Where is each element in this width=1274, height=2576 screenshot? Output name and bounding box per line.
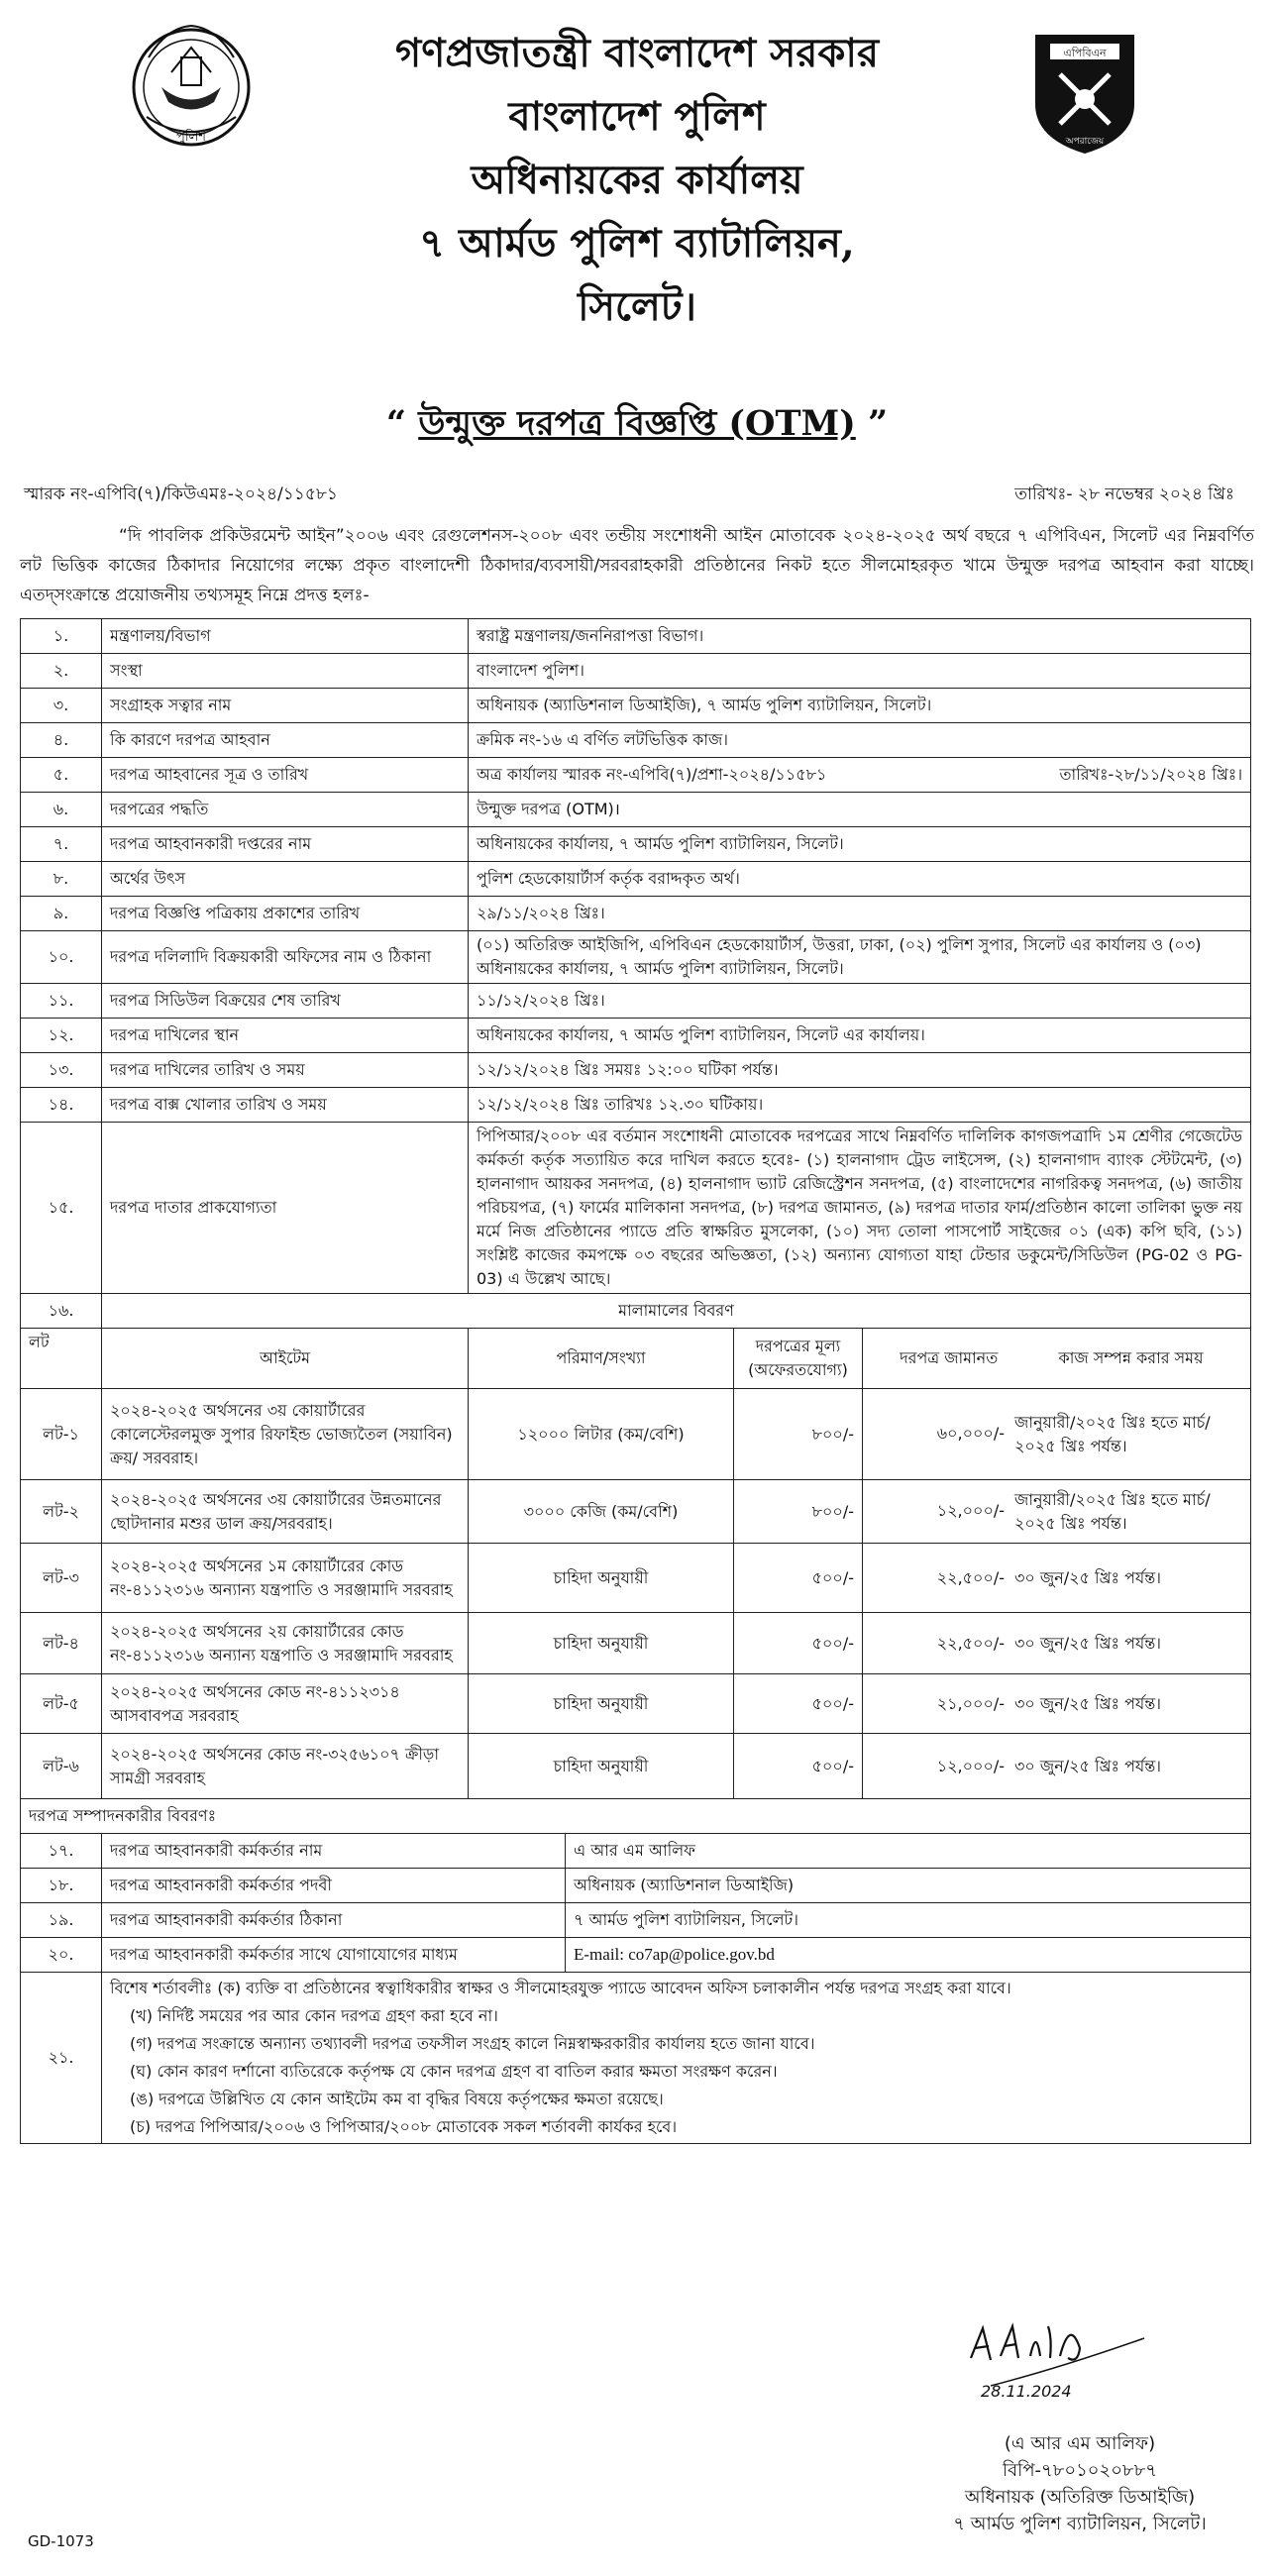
row-number: ২. [21,654,102,689]
goods-section-row [21,1294,1251,1329]
row-number: ২১. [21,1973,102,2144]
info-row [21,1019,1251,1053]
signature-date: 28.11.2024 [981,2382,1072,2401]
row-label: সংগ্রাহক সত্বার নাম [102,689,469,723]
goods-section-label: মালামালের বিবরণ [102,1294,1251,1329]
row-number: ৭. [21,827,102,862]
row-number: ৮. [21,862,102,897]
row-number: ১৬. [21,1294,102,1329]
row-label: দরপত্র আহবানকারী কর্মকর্তার নাম [102,1834,566,1869]
row-number: ২০. [21,1938,102,1973]
officer-row [21,1834,1251,1869]
lot-security-time [863,1544,1251,1613]
lot-item: ২০২৪-২০২৫ অর্থসনের কোড নং-৪১১২৩১৪ আসবাবপত্র সরবরাহ [102,1674,469,1734]
row-value: ১২/১২/২০২৪ খ্রিঃ সময়ঃ ১২:০০ ঘটিকা পর্যন্ত। [469,1053,1251,1088]
row-number: ১. [21,619,102,654]
condition-item: (গ) দরপত্র সংক্রান্তে অন্যান্য তথ্যাবলী দরপত্র তফসীল সংগ্রহ কালে নিম্নস্বাক্ষরকারীর কার্যালয় হতে জানা যাবে। [130,2034,815,2053]
condition-item: (চ) দরপত্র পিপিআর/২০০৬ ও পিপিআর/২০০৮ মোতাবেক সকল শর্তাবলী কার্যকর হবে। [130,2117,678,2136]
row-number: ৬. [21,793,102,827]
row-label: মন্ত্রণালয়/বিভাগ [102,619,469,654]
info-row [21,758,1251,793]
row-label: দরপত্র আহবানের সূত্র ও তারিখ [102,758,469,793]
info-row [21,984,1251,1019]
lot-security: ২২,৫০০/- [936,1567,1006,1587]
lot-security: ২১,০০০/- [936,1693,1006,1713]
officer-section-row [21,1799,1251,1834]
info-row [21,1053,1251,1088]
info-row [21,689,1251,723]
lot-price: ৫০০/- [734,1544,863,1613]
row-label: দরপত্র দলিলাদি বিক্রয়কারী অফিসের নাম ও ঠিকানা [102,931,469,984]
lot-row [21,1389,1251,1480]
condition-item: বিশেষ শর্তাবলীঃ (ক) ব্যক্তি বা প্রতিষ্ঠানের স্বত্বাধিকারীর স্বাক্ষর ও সীলমোহরযুক্ত প্যাডে আবেদন অফিস চলাকালীন পর্যন্ত দরপত্র সংগ্রহ করা যাবে। [110,1979,1011,1997]
info-row [21,619,1251,654]
memo-number: স্মারক নং-এপিবি(৭)/কিউএমঃ-২০২৪/১১৫৮১ [24,484,338,504]
footer-code: GD-1073 [28,2532,94,2550]
row-number: ১৩. [21,1053,102,1088]
lot-number: লট-৬ [21,1734,102,1799]
officer-row [21,1869,1251,1903]
condition-item: (ঘ) কোন কারণ দর্শানো ব্যতিরেকে কর্তৃপক্ষ যে কোন দরপত্র গ্রহণ বা বাতিল করার ক্ষমতা সংরক্ষণ করেন। [130,2062,778,2081]
lot-item: ২০২৪-২০২৫ অর্থসনের ২য় কোয়ার্টারের কোড নং-৪১১২৩১৬ অন্যান্য যন্ত্রপাতি ও সরঞ্জামাদি সরবরাহ [102,1613,469,1674]
signatory-designation: অধিনায়ক (অতিরিক্ত ডিআইজি) [964,2487,1196,2508]
intro-paragraph [20,521,1254,610]
row-value: অধিনায়ক (অ্যাডিশনাল ডিআইজি), ৭ আর্মড পুলিশ ব্যাটালিয়ন, সিলেট। [469,689,1251,723]
row-label: দরপত্র আহবানকারী দপ্তরের নাম [102,827,469,862]
info-row [21,862,1251,897]
time-header: কাজ সম্পন্ন করার সময় [1058,1348,1204,1367]
conditions-row [21,1973,1251,2144]
row-value: অধিনায়কের কার্যালয়, ৭ আর্মড পুলিশ ব্যাটালিয়ন, সিলেট এর কার্যালয়। [469,1019,1251,1053]
lot-price: ৫০০/- [734,1613,863,1674]
lot-quantity: চাহিদা অনুযায়ী [469,1734,734,1799]
qty-header: পরিমাণ/সংখ্যা [556,1348,646,1367]
row-number: ১০. [21,931,102,984]
lot-price: ৮০০/- [734,1480,863,1544]
lot-price: ৫০০/- [734,1674,863,1734]
info-row [21,723,1251,758]
lot-time: ৩০ জুন/২৫ খ্রিঃ পর্যন্ত। [1014,1567,1161,1587]
lot-time: ৩০ জুন/২৫ খ্রিঃ পর্যন্ত। [1014,1693,1161,1713]
lot-item: ২০২৪-২০২৫ অর্থসনের ৩য় কোয়ার্টারের কোলেস্টেরলমুক্ত সুপার রিফাইন্ড ভোজ্যতৈল (সয়াবিন) ক্রয়/ সরবরাহ। [102,1389,469,1480]
row-label: দরপত্র বিজ্ঞপ্তি পত্রিকায় প্রকাশের তারিখ [102,897,469,931]
lot-header-row [21,1329,1251,1389]
lot-number: লট-৫ [21,1674,102,1734]
notice-title [0,396,1274,455]
row-label: দরপত্র আহবানকারী কর্মকর্তার সাথে যোগাযোগের মাধ্যম [102,1938,566,1973]
lot-price: ৫০০/- [734,1734,863,1799]
reference-date: তারিখঃ-২৮/১১/২০২৪ খ্রিঃ। [1059,765,1243,784]
lot-number: লট-৩ [21,1544,102,1613]
lot-header-cell: আইটেম [102,1329,469,1389]
lot-header-cell: লট [21,1329,102,1389]
reference-text: অত্র কার্যালয় স্মারক নং-এপিবি(৭)/প্রশা-২০২৪/১১৫৮১ [477,765,827,784]
row-value: ১১/১২/২০২৪ খ্রিঃ। [469,984,1251,1019]
eligibility-row [21,1123,1251,1294]
lot-row [21,1734,1251,1799]
row-number: ১১. [21,984,102,1019]
notice-date: তারিখঃ- ২৮ নভেম্বর ২০২৪ খ্রিঃ [1014,484,1234,504]
info-row [21,793,1251,827]
row-number: ১৪. [21,1088,102,1123]
row-label: দরপত্র সিডিউল বিক্রয়ের শেষ তারিখ [102,984,469,1019]
lot-row [21,1613,1251,1674]
row-number: ১২. [21,1019,102,1053]
officer-row [21,1903,1251,1938]
info-row [21,827,1251,862]
row-value: ২৯/১১/২০২৪ খ্রিঃ। [469,897,1251,931]
row-value: অধিনায়কের কার্যালয়, ৭ আর্মড পুলিশ ব্যাটালিয়ন, সিলেট। [469,827,1251,862]
lot-row [21,1480,1251,1544]
lot-time: ৩০ জুন/২৫ খ্রিঃ পর্যন্ত। [1014,1756,1161,1775]
row-value: (০১) অতিরিক্ত আইজিপি, এপিবিএন হেডকোয়ার্টার্স, উত্তরা, ঢাকা, (০২) পুলিশ সুপার, সিলেট এর কার্যালয় ও (০৩) অধিনায়কের কার্যালয়, ৭ আর্মড পুলিশ ব্যাটালিয়ন, সিলেট। [469,931,1251,984]
row-value: ১২/১২/২০২৪ খ্রিঃ তারিখঃ ১২.৩০ ঘটিকায়। [469,1088,1251,1123]
security-header: দরপত্র জামানত [900,1348,999,1367]
row-label: দরপত্র দাখিলের স্থান [102,1019,469,1053]
lot-time: ৩০ জুন/২৫ খ্রিঃ পর্যন্ত। [1014,1633,1161,1653]
lot-item: ২০২৪-২০২৫ অর্থসনের ১ম কোয়ার্টারের কোড নং-৪১১২৩১৬ অন্যান্য যন্ত্রপাতি ও সরঞ্জামাদি সরবরাহ [102,1544,469,1613]
row-label: দরপত্র আহবানকারী কর্মকর্তার পদবী [102,1869,566,1903]
lot-number: লট-৪ [21,1613,102,1674]
lot-time: জানুয়ারী/২০২৫ খ্রিঃ হতে মার্চ/২০২৫ খ্রিঃ পর্যন্ত। [1014,1489,1211,1533]
intro-text: “দি পাবলিক প্রকিউরমেন্ট আইন”২০০৬ এবং রেগুলেশনস-২০০৮ এবং তন্ডীয় সংশোধনী আইন মোতাবেক ২০২৪-২০২৫ অর্থ বছরে ৭ এপিবিএন, সিলেট এর নিম্নবর্ণিত লট ভিত্তিক কাজের ঠিকাদার নিয়োগের লক্ষ্যে প্রকৃত বাংলাদেশী ঠিকাদার/ব্যবসায়ী/সরবরাহকারী প্রতিষ্ঠানের নিকট হতে সীলমোহরকৃত খামে উন্মুক্ত দরপত্র আহবান করা যাচ্ছে। এতদ্সংক্রান্তে প্রয়োজনীয় তথ্যসমূহ নিম্নে প্রদত্ত হলঃ- [20,526,1254,605]
info-row [21,897,1251,931]
row-label: দরপত্র দাখিলের তারিখ ও সময় [102,1053,469,1088]
lot-security: ১২,০০০/- [936,1756,1006,1775]
row-number: ১৯. [21,1903,102,1938]
lot-security: ৬০,০০০/- [936,1424,1006,1443]
row-value [469,758,1251,793]
lot-number: লট-১ [21,1389,102,1480]
info-row [21,654,1251,689]
row-label: কি কারণে দরপত্র আহবান [102,723,469,758]
lot-quantity: চাহিদা অনুযায়ী [469,1544,734,1613]
row-label: সংস্থা [102,654,469,689]
conditions-list [102,1973,1251,2144]
lot-time: জানুয়ারী/২০২৫ খ্রিঃ হতে মার্চ/২০২৫ খ্রিঃ পর্যন্ত। [1014,1412,1211,1455]
row-value: অধিনায়ক (অ্যাডিশনাল ডিআইজি) [566,1869,1251,1903]
lot-security-time [863,1480,1251,1544]
condition-item: (খ) নির্দিষ্ট সময়ের পর আর কোন দরপত্র গ্রহণ করা হবে না। [130,2006,498,2025]
lot-security-time [863,1734,1251,1799]
row-label: অর্থের উৎস [102,862,469,897]
lot-number: লট-২ [21,1480,102,1544]
row-label: দরপত্র বাক্স খোলার তারিখ ও সময় [102,1088,469,1123]
row-value: বাংলাদেশ পুলিশ। [469,654,1251,689]
row-number: ৫. [21,758,102,793]
row-number: ১৫. [21,1123,102,1294]
lot-header-cell: দরপত্রের মূল্য (অফেরতযোগ্য) [734,1329,863,1389]
header-line-3: অধিনায়কের কার্যালয় [471,157,803,203]
lot-security: ২২,৫০০/- [936,1633,1006,1653]
header-line-4: ৭ আর্মড পুলিশ ব্যাটালিয়ন, [419,220,855,267]
apbn-logo-bottom-text: অপরাজেয় [1065,137,1105,147]
row-number: ৩. [21,689,102,723]
row-label: দরপত্রের পদ্ধতি [102,793,469,827]
signatory-office: ৭ আর্মড পুলিশ ব্যাটালিয়ন, সিলেট। [953,2514,1207,2534]
lot-security-time [863,1389,1251,1480]
row-number: ৯. [21,897,102,931]
row-value: E-mail: co7ap@police.gov.bd [566,1938,1251,1973]
officer-row [21,1938,1251,1973]
header-line-1: গণপ্রজাতন্ত্রী বাংলাদেশ সরকার [395,30,879,76]
title-close-quote: ” [867,403,889,444]
apbn-logo-top-text: এপিবিএন [1063,47,1107,59]
lot-quantity: ৩০০০ কেজি (কম/বেশি) [469,1480,734,1544]
row-number: ৪. [21,723,102,758]
row-value: ক্রমিক নং-১৬ এ বর্ণিত লটভিত্তিক কাজ। [469,723,1251,758]
row-label: দরপত্র দাতার প্রাকযোগ্যতা [102,1123,469,1294]
lot-quantity: চাহিদা অনুযায়ী [469,1674,734,1734]
info-row [21,931,1251,984]
row-label: দরপত্র আহবানকারী কর্মকর্তার ঠিকানা [102,1903,566,1938]
signatory-bp-number: বিপি-৭৮০১০২০৮৮৭ [1003,2460,1157,2481]
lot-header-cell [863,1329,1251,1389]
row-value: উন্মুক্ত দরপত্র (OTM)। [469,793,1251,827]
signatory-name: (এ আর এম আলিফ) [1004,2433,1156,2454]
info-row [21,1088,1251,1123]
lot-header-cell [469,1329,734,1389]
lot-item: ২০২৪-২০২৫ অর্থসনের কোড নং-৩২৫৬১০৭ ক্রীড়া সামগ্রী সরবরাহ [102,1734,469,1799]
row-value: স্বরাষ্ট্র মন্ত্রণালয়/জননিরাপত্তা বিভাগ। [469,619,1251,654]
row-value: পুলিশ হেডকোয়ার্টার্স কর্তৃক বরাদ্দকৃত অর্থ। [469,862,1251,897]
emblem-label: পুলিশ [176,130,206,145]
lot-item: ২০২৪-২০২৫ অর্থসনের ৩য় কোয়ার্টারের উন্নতমানের ছোটদানার মশুর ডাল ক্রয়/সরবরাহ। [102,1480,469,1544]
lot-quantity: ১২০০০ লিটার (কম/বেশি) [469,1389,734,1480]
eligibility-text: পিপিআর/২০০৮ এর বর্তমান সংশোধনী মোতাবেক দরপত্রের সাথে নিম্নবর্ণিত দালিলিক কাগজপত্রাদি ১ম শ্রেণীর গেজেটেড কর্মকর্তা কর্তৃক সত্যায়িত করে দাখিল করতে হবেঃ- (১) হালনাগাদ ট্রেড লাইসেন্স, (২) হালনাগাদ ব্যাংক স্টেটমেন্ট, (৩) হালনাগাদ আয়কর সনদপত্র, (৪) হালনাগাদ ভ্যাট রেজিস্ট্রেশন সনদপত্র, (৫) বাংলাদেশের নাগরিকত্ব সনদপত্র, (৬) জাতীয় পরিচয়পত্র, (৭) ফার্মের মালিকানা সনদপত্র, (৮) দরপত্র জামানত, (৯) দরপত্র দাতার ফার্ম/প্রতিষ্ঠান কালো তালিকা ভুক্ত নয় মর্মে নিজ প্রতিষ্ঠানের প্যাডে প্রতি স্বাক্ষরিত মুসলেকা, (১০) সদ্য তোলা পাসপোর্ট সাইজের ০১ (এক) কপি ছবি, (১১) সংশ্লিষ্ট কাজের কমপক্ষে ০৩ বছরের অভিজ্ঞতা, (১২) অন্যান্য যোগ্যতা যাহা টেন্ডার ডকুমেন্ট/সিডিউল (PG-02 ও PG-03) এ উল্লেখ আছে। [469,1123,1251,1294]
row-value: এ আর এম আলিফ [566,1834,1251,1869]
lot-price: ৮০০/- [734,1389,863,1480]
officer-section-label: দরপত্র সম্পাদনকারীর বিবরণঃ [21,1799,1251,1834]
tender-info-table [20,618,1251,2144]
title-open-quote: “ [385,403,407,444]
lot-row [21,1544,1251,1613]
lot-row [21,1674,1251,1734]
header-line-5: সিলেট। [578,283,696,330]
condition-item: (ঙ) দরপত্রে উল্লিখিত যে কোন আইটেম কম বা বৃদ্ধির বিষয়ে কর্তৃপক্ষের ক্ষমতা রয়েছে। [130,2090,664,2108]
row-number: ১৮. [21,1869,102,1903]
title-text: উন্মুক্ত দরপত্র বিজ্ঞপ্তি (OTM) [418,403,856,444]
lot-quantity: চাহিদা অনুযায়ী [469,1613,734,1674]
lot-security-time [863,1674,1251,1734]
header-line-2: বাংলাদেশ পুলিশ [508,93,766,140]
lot-security-time [863,1613,1251,1674]
row-number: ১৭. [21,1834,102,1869]
lot-security: ১২,০০০/- [936,1501,1006,1520]
row-value: ৭ আর্মড পুলিশ ব্যাটালিয়ন, সিলেট। [566,1903,1251,1938]
